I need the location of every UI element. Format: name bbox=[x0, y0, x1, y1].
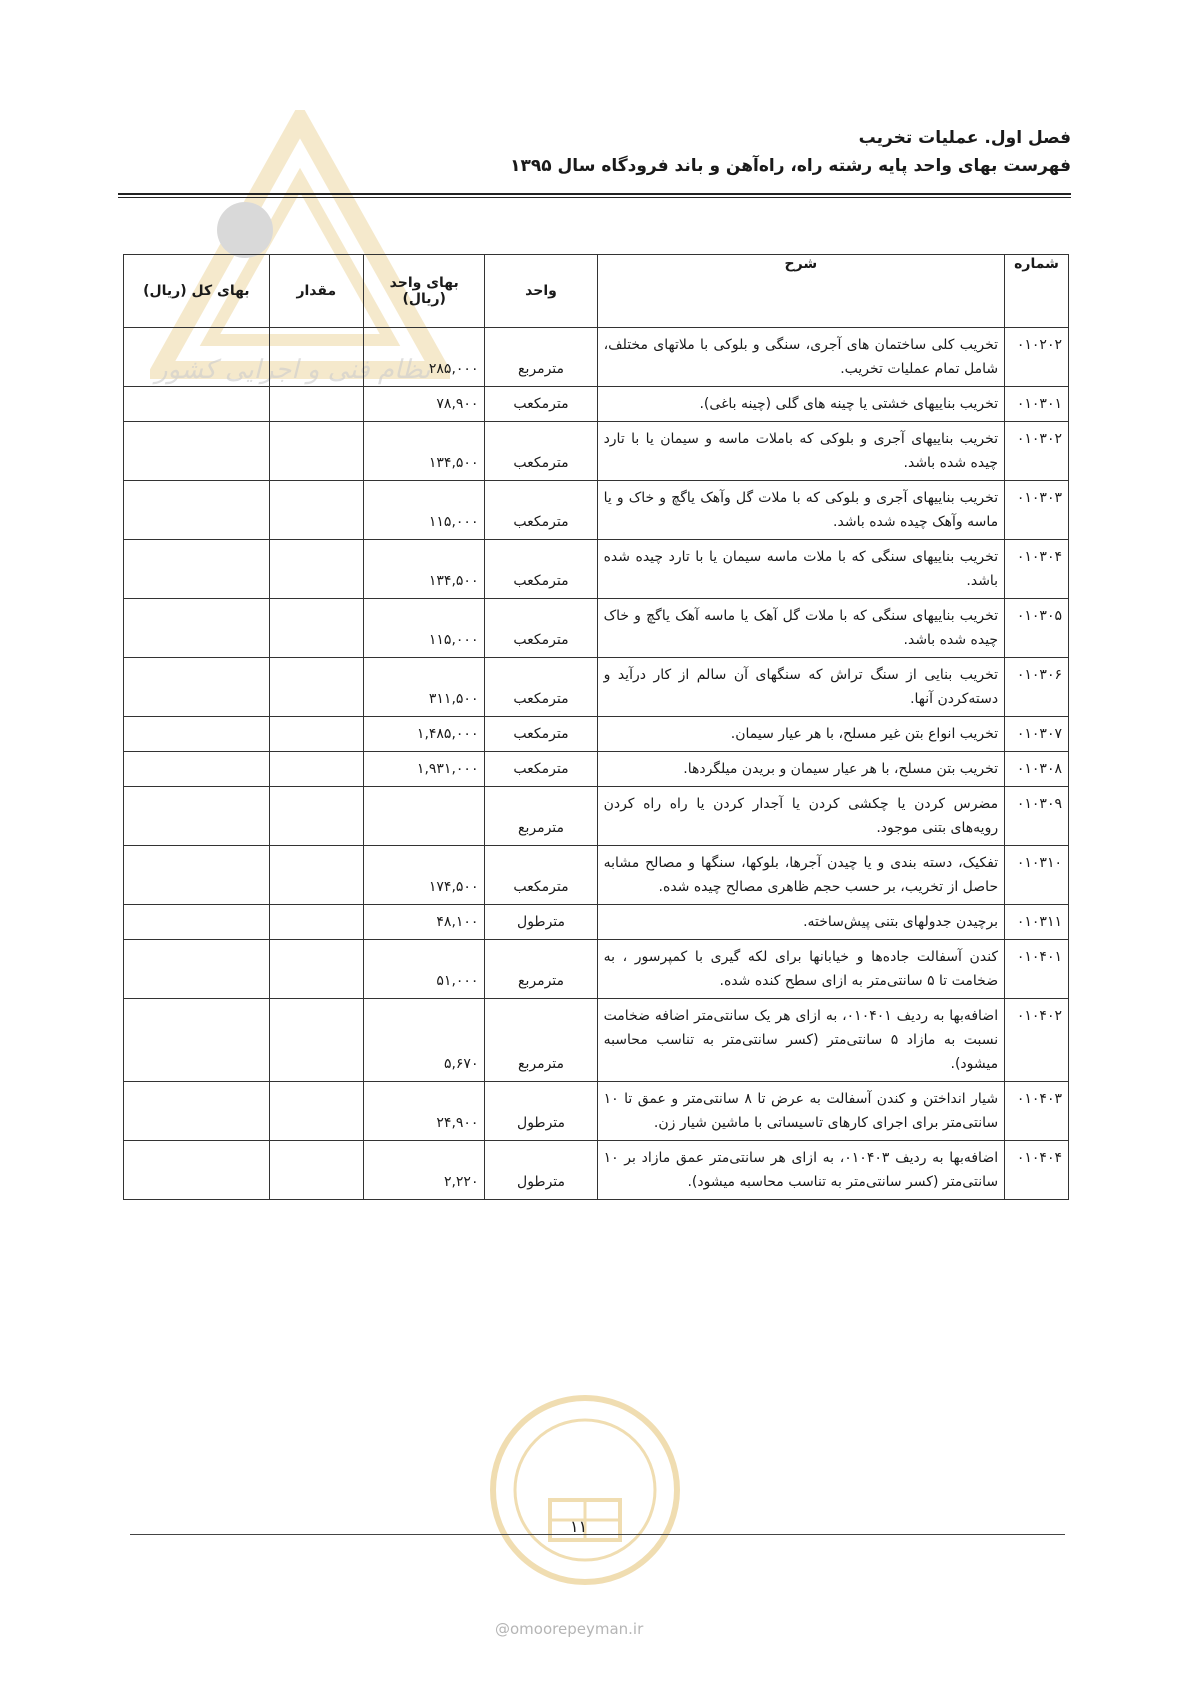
table-row bbox=[124, 540, 1069, 599]
item-code: ۰۱۰۴۰۳ bbox=[1005, 1082, 1069, 1141]
item-code: ۰۱۰۳۰۶ bbox=[1005, 658, 1069, 717]
item-unit: مترمربع bbox=[485, 328, 597, 387]
item-unit: مترمکعب bbox=[485, 717, 597, 752]
item-unit: مترطول bbox=[485, 1082, 597, 1141]
item-unit-price: ۱,۴۸۵,۰۰۰ bbox=[363, 717, 485, 752]
item-quantity bbox=[269, 481, 363, 540]
item-quantity bbox=[269, 905, 363, 940]
table-row bbox=[124, 658, 1069, 717]
item-unit-price: ۱۷۴,۵۰۰ bbox=[363, 846, 485, 905]
column-header-unit-price: بهای واحد (ریال) bbox=[363, 255, 485, 328]
document-subtitle: فهرست بهای واحد پایه رشته راه، راه‌آهن و باند فرودگاه سال ۱۳۹۵ bbox=[510, 156, 1071, 176]
item-code: ۰۱۰۳۰۳ bbox=[1005, 481, 1069, 540]
item-unit: مترمربع bbox=[485, 999, 597, 1082]
header-rule bbox=[118, 193, 1071, 195]
item-quantity bbox=[269, 658, 363, 717]
item-quantity bbox=[269, 422, 363, 481]
item-total-price bbox=[124, 422, 270, 481]
item-total-price bbox=[124, 752, 270, 787]
item-code: ۰۱۰۳۰۱ bbox=[1005, 387, 1069, 422]
item-description: تفکیک، دسته بندی و یا چیدن آجرها، بلوکها، سنگها و مصالح مشابه حاصل از تخریب، بر حسب حجم ظاهری مصالح چیده شده. bbox=[597, 846, 1005, 905]
footer-rule bbox=[130, 1534, 1065, 1535]
item-unit: مترمکعب bbox=[485, 846, 597, 905]
item-total-price bbox=[124, 717, 270, 752]
item-total-price bbox=[124, 999, 270, 1082]
item-unit: مترمکعب bbox=[485, 599, 597, 658]
item-unit: مترطول bbox=[485, 905, 597, 940]
item-total-price bbox=[124, 905, 270, 940]
item-description: تخریب انواع بتن غیر مسلح، با هر عیار سیمان. bbox=[597, 717, 1005, 752]
item-unit-price: ۵۱,۰۰۰ bbox=[363, 940, 485, 999]
page-number: ۱۱ bbox=[570, 1517, 588, 1536]
item-quantity bbox=[269, 752, 363, 787]
table-row bbox=[124, 328, 1069, 387]
column-header-unit: واحد bbox=[485, 255, 597, 328]
item-code: ۰۱۰۲۰۲ bbox=[1005, 328, 1069, 387]
item-description: مضرس کردن یا چکشی کردن یا آجدار کردن یا راه راه کردن رویه‌های بتنی موجود. bbox=[597, 787, 1005, 846]
item-total-price bbox=[124, 787, 270, 846]
column-header-code: شماره bbox=[1005, 255, 1069, 328]
table-row bbox=[124, 1141, 1069, 1200]
item-description: تخریب بتن مسلح، با هر عیار سیمان و بریدن میلگردها. bbox=[597, 752, 1005, 787]
item-total-price bbox=[124, 599, 270, 658]
item-unit: مترمربع bbox=[485, 787, 597, 846]
item-code: ۰۱۰۳۰۴ bbox=[1005, 540, 1069, 599]
item-description: تخریب بناییهای آجری و بلوکی که باملات ماسه و سیمان یا با تارد چیده شده باشد. bbox=[597, 422, 1005, 481]
item-unit: مترمکعب bbox=[485, 752, 597, 787]
table-row bbox=[124, 905, 1069, 940]
item-quantity bbox=[269, 599, 363, 658]
watermark-seal bbox=[485, 1390, 685, 1590]
table-row bbox=[124, 846, 1069, 905]
item-description: تخریب بناییهای خشتی یا چینه های گلی (چینه باغی). bbox=[597, 387, 1005, 422]
column-header-total-price: بهای کل (ریال) bbox=[124, 255, 270, 328]
item-unit: مترمکعب bbox=[485, 540, 597, 599]
item-description: کندن آسفالت جاده‌ها و خیابانها برای لکه گیری با کمپرسور ، به ضخامت تا ۵ سانتی‌متر به ازای سطح کنده شده. bbox=[597, 940, 1005, 999]
item-total-price bbox=[124, 1141, 270, 1200]
item-quantity bbox=[269, 846, 363, 905]
table-row bbox=[124, 940, 1069, 999]
item-unit-price: ۱۱۵,۰۰۰ bbox=[363, 481, 485, 540]
item-code: ۰۱۰۳۰۹ bbox=[1005, 787, 1069, 846]
item-description: تخریب بناییهای آجری و بلوکی که با ملات گل وآهک یاگچ و خاک و یا ماسه وآهک چیده شده باشد. bbox=[597, 481, 1005, 540]
table-row bbox=[124, 787, 1069, 846]
item-quantity bbox=[269, 999, 363, 1082]
item-description: برچیدن جدولهای بتنی پیش‌ساخته. bbox=[597, 905, 1005, 940]
item-code: ۰۱۰۳۰۸ bbox=[1005, 752, 1069, 787]
item-quantity bbox=[269, 328, 363, 387]
item-unit-price: ۴۸,۱۰۰ bbox=[363, 905, 485, 940]
table-row bbox=[124, 752, 1069, 787]
table-row bbox=[124, 387, 1069, 422]
item-unit: مترطول bbox=[485, 1141, 597, 1200]
item-description: تخریب بناییهای سنگی که با ملات ماسه سیمان یا با تارد چیده شده باشد. bbox=[597, 540, 1005, 599]
item-code: ۰۱۰۳۰۵ bbox=[1005, 599, 1069, 658]
watermark-text: نظام فنی و اجرایی کشور bbox=[155, 355, 431, 385]
item-quantity bbox=[269, 387, 363, 422]
item-unit-price: ۱۱۵,۰۰۰ bbox=[363, 599, 485, 658]
item-unit-price: ۱,۹۳۱,۰۰۰ bbox=[363, 752, 485, 787]
item-total-price bbox=[124, 481, 270, 540]
item-description: اضافه‌بها به ردیف ۰۱۰۴۰۳، به ازای هر سانتی‌متر عمق مازاد بر ۱۰ سانتی‌متر (کسر سانتی‌متر به تناسب محاسبه میشود). bbox=[597, 1141, 1005, 1200]
chapter-title: فصل اول. عملیات تخریب bbox=[858, 128, 1071, 148]
item-description: اضافه‌بها به ردیف ۰۱۰۴۰۱، به ازای هر یک سانتی‌متر اضافه ضخامت نسبت به مازاد ۵ سانتی‌متر (کسر سانتی‌متر به تناسب محاسبه میشود). bbox=[597, 999, 1005, 1082]
item-description: شیار انداختن و کندن آسفالت به عرض تا ۸ سانتی‌متر و عمق تا ۱۰ سانتی‌متر برای اجرای کارهای تاسیساتی با ماشین شیار زن. bbox=[597, 1082, 1005, 1141]
item-unit: مترمکعب bbox=[485, 387, 597, 422]
item-total-price bbox=[124, 540, 270, 599]
item-total-price bbox=[124, 328, 270, 387]
item-unit-price: ۷۸,۹۰۰ bbox=[363, 387, 485, 422]
item-unit-price: ۱۳۴,۵۰۰ bbox=[363, 422, 485, 481]
item-code: ۰۱۰۳۰۲ bbox=[1005, 422, 1069, 481]
item-unit-price: ۲,۲۲۰ bbox=[363, 1141, 485, 1200]
item-total-price bbox=[124, 658, 270, 717]
table-row bbox=[124, 599, 1069, 658]
website-watermark: @omoorepeyman.ir bbox=[495, 1620, 644, 1638]
item-unit-price: ۵,۶۷۰ bbox=[363, 999, 485, 1082]
item-quantity bbox=[269, 787, 363, 846]
item-unit: مترمکعب bbox=[485, 481, 597, 540]
item-total-price bbox=[124, 387, 270, 422]
item-unit-price bbox=[363, 787, 485, 846]
item-quantity bbox=[269, 940, 363, 999]
item-quantity bbox=[269, 1141, 363, 1200]
column-header-quantity: مقدار bbox=[269, 255, 363, 328]
price-table bbox=[123, 254, 1069, 1200]
table-header-row bbox=[124, 255, 1069, 328]
item-description: تخریب بناییهای سنگی که با ملات گل آهک یا ماسه آهک یاگچ و خاک چیده شده باشد. bbox=[597, 599, 1005, 658]
header-rule-thin bbox=[118, 197, 1071, 198]
item-total-price bbox=[124, 940, 270, 999]
table-row bbox=[124, 999, 1069, 1082]
item-unit: مترمکعب bbox=[485, 422, 597, 481]
item-code: ۰۱۰۴۰۲ bbox=[1005, 999, 1069, 1082]
page-header bbox=[118, 128, 1071, 176]
item-quantity bbox=[269, 717, 363, 752]
item-unit-price: ۲۸۵,۰۰۰ bbox=[363, 328, 485, 387]
table-body bbox=[124, 328, 1069, 1200]
item-quantity bbox=[269, 1082, 363, 1141]
item-code: ۰۱۰۳۱۱ bbox=[1005, 905, 1069, 940]
item-quantity bbox=[269, 540, 363, 599]
item-description: تخریب بنایی از سنگ تراش که سنگهای آن سالم از کار درآید و دسته‌کردن آنها. bbox=[597, 658, 1005, 717]
table-row bbox=[124, 1082, 1069, 1141]
item-code: ۰۱۰۳۱۰ bbox=[1005, 846, 1069, 905]
column-header-description: شرح bbox=[597, 255, 1005, 328]
item-unit: مترمربع bbox=[485, 940, 597, 999]
item-unit-price: ۱۳۴,۵۰۰ bbox=[363, 540, 485, 599]
table-row bbox=[124, 422, 1069, 481]
item-total-price bbox=[124, 846, 270, 905]
item-total-price bbox=[124, 1082, 270, 1141]
item-unit: مترمکعب bbox=[485, 658, 597, 717]
table-row bbox=[124, 481, 1069, 540]
item-unit-price: ۳۱۱,۵۰۰ bbox=[363, 658, 485, 717]
table-row bbox=[124, 717, 1069, 752]
item-code: ۰۱۰۳۰۷ bbox=[1005, 717, 1069, 752]
item-code: ۰۱۰۴۰۱ bbox=[1005, 940, 1069, 999]
item-unit-price: ۲۴,۹۰۰ bbox=[363, 1082, 485, 1141]
item-code: ۰۱۰۴۰۴ bbox=[1005, 1141, 1069, 1200]
item-description: تخریب کلی ساختمان های آجری، سنگی و بلوکی با ملاتهای مختلف، شامل تمام عملیات تخریب. bbox=[597, 328, 1005, 387]
